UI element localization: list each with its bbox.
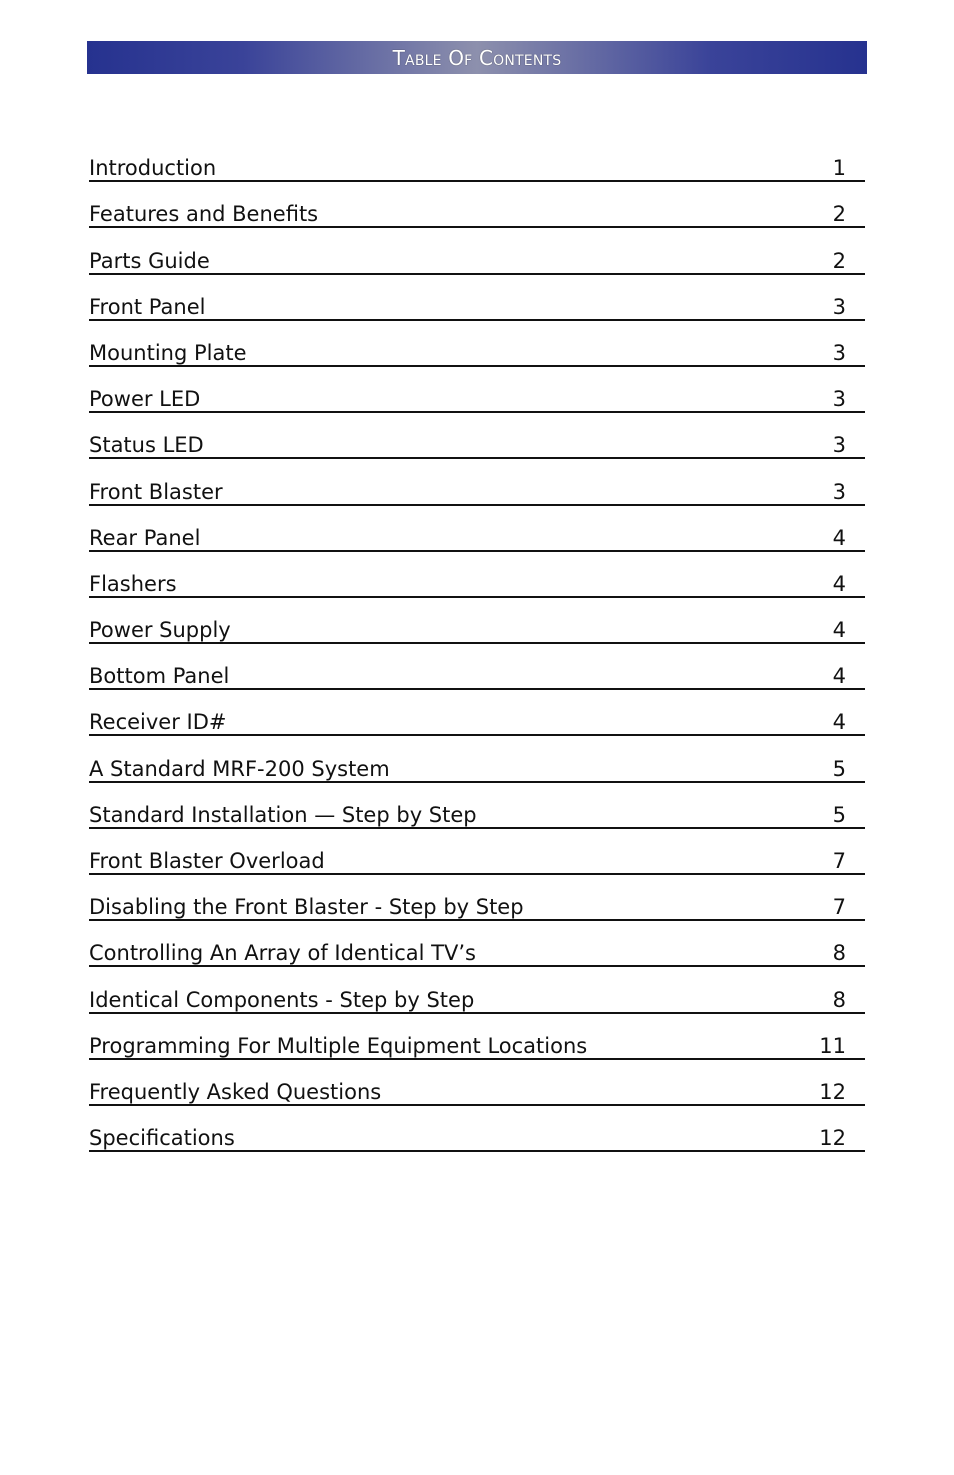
toc-entry-page: 4 [832,710,846,735]
toc-entry[interactable] [89,875,865,921]
toc-entry-page: 4 [832,618,846,643]
toc-entry-page: 12 [819,1079,846,1104]
toc-entry[interactable] [89,598,865,644]
toc-entry-page: 3 [832,433,846,458]
toc-entry[interactable] [89,921,865,967]
toc-entry-page: 8 [832,941,846,966]
toc-entry-page: 7 [832,849,846,873]
toc-entry-title: Specifications [89,1126,235,1151]
toc-entry-title: Features and Benefits [89,202,319,227]
toc-entry[interactable] [89,1106,865,1152]
toc-entry[interactable] [89,182,865,228]
toc-entry-title: Rear Panel [89,525,201,550]
toc-entry[interactable] [89,690,865,736]
toc-entry[interactable] [89,228,865,274]
toc-entry-page: 5 [832,802,846,827]
toc-entry-page: 5 [832,756,846,781]
toc-entry-page: 4 [832,571,846,596]
toc-entry[interactable] [89,506,865,552]
toc-entry[interactable] [89,1014,865,1060]
toc-entry-title: Introduction [89,156,217,181]
toc-entry[interactable] [89,783,865,829]
toc-entry-page: 12 [819,1126,846,1151]
toc-entry[interactable] [89,413,865,459]
toc-entry[interactable] [89,136,865,182]
toc-entry-page: 7 [832,895,846,920]
toc-entry-title: Identical Components - Step by Step [89,987,475,1012]
toc-entry[interactable] [89,736,865,782]
table-of-contents [89,136,865,1152]
toc-entry-page: 3 [832,294,846,319]
toc-entry[interactable] [89,644,865,690]
toc-entry-title: Controlling An Array of Identical TV’s [89,941,476,966]
toc-entry-page: 1 [832,156,846,181]
toc-entry-title: Front Panel [89,294,206,319]
toc-entry-title: Status LED [89,433,204,458]
toc-entry-title: Power Supply [89,618,231,643]
toc-entry-title: Frequently Asked Questions [89,1079,382,1104]
toc-entry[interactable] [89,367,865,413]
toc-entry-title: Power LED [89,387,201,412]
toc-entry-page: 2 [832,248,846,273]
page-header-bar [87,41,867,74]
toc-entry-title: Flashers [89,571,177,596]
toc-entry[interactable] [89,321,865,367]
toc-entry-title: Parts Guide [89,248,210,273]
toc-entry-title: Disabling the Front Blaster - Step by Step [89,895,524,920]
toc-entry[interactable] [89,1060,865,1106]
toc-entry[interactable] [89,967,865,1013]
toc-entry[interactable] [89,275,865,321]
toc-entry-title: Mounting Plate [89,340,247,365]
toc-entry[interactable] [89,459,865,505]
toc-entry-title: Programming For Multiple Equipment Locations [89,1033,588,1058]
toc-entry-title: Bottom Panel [89,664,230,689]
toc-entry-page: 3 [832,479,846,504]
toc-entry-page: 4 [832,525,846,550]
toc-entry-title: Standard Installation — Step by Step [89,802,477,827]
toc-entry-page: 3 [832,387,846,412]
toc-entry-title: A Standard MRF-200 System [89,756,390,781]
toc-entry-page: 3 [832,340,846,365]
toc-entry-title: Receiver ID# [89,710,227,735]
toc-entry-page: 8 [832,987,846,1012]
toc-entry[interactable] [89,829,865,875]
page-title: Table Of Contents [392,45,562,70]
toc-entry-title: Front Blaster [89,479,223,504]
toc-entry-page: 11 [819,1033,846,1058]
toc-entry-title: Front Blaster Overload [89,849,325,873]
toc-entry-page: 4 [832,664,846,689]
toc-entry[interactable] [89,552,865,598]
toc-entry-page: 2 [832,202,846,227]
